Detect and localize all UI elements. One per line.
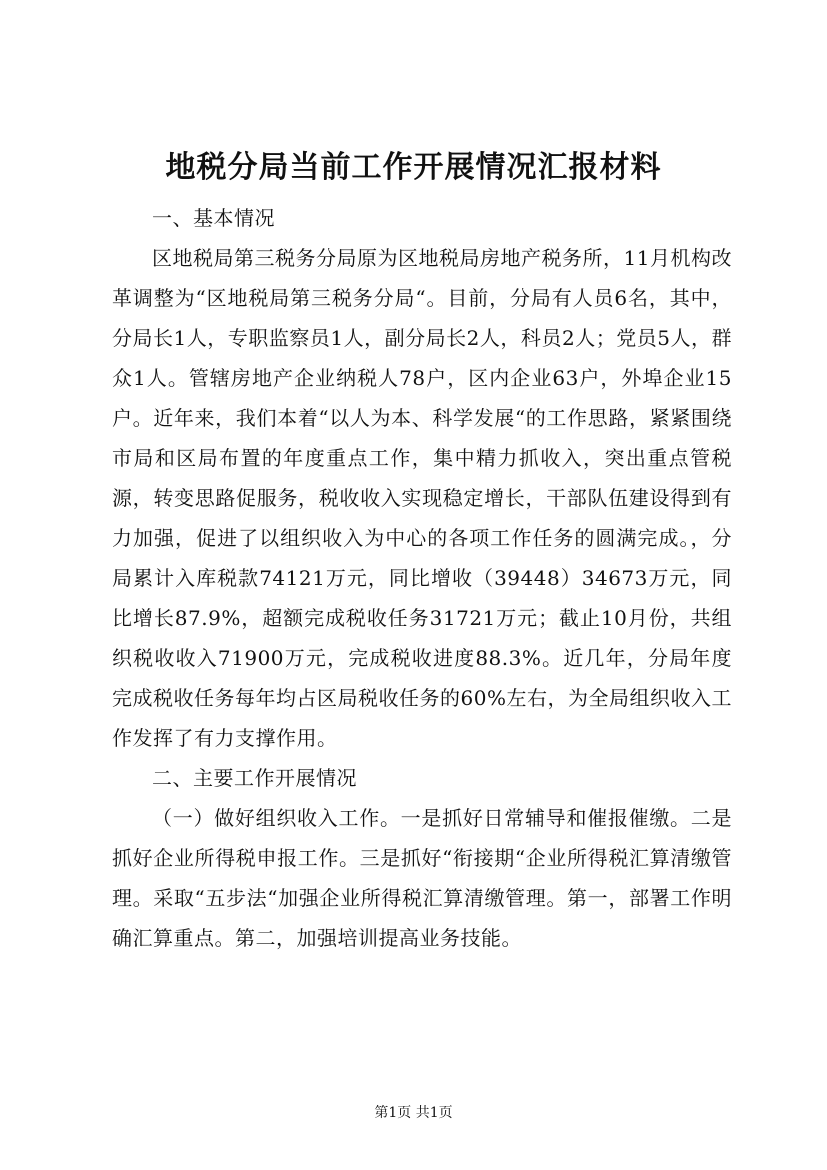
body-paragraph: （一）做好组织收入工作。一是抓好日常辅导和催报催缴。二是抓好企业所得税申报工作。三是抓好“衔接期“企业所得税汇算清缴管理。采取“五步法“加强企业所得税汇算清缴管理。第一，部署工作明确汇算重点。第二，加强培训提高业务技能。 [112, 806, 732, 950]
document-title: 地税分局当前工作开展情况汇报材料 [165, 150, 662, 185]
section-heading: 二、主要工作开展情况 [152, 766, 357, 790]
section-heading: 一、基本情况 [152, 206, 275, 230]
body-paragraph: 区地税局第三税务分局原为区地税局房地产税务所，11月机构改革调整为“区地税局第三税务分局“。目前，分局有人员6名，其中，分局长1人，专职监察员1人，副分局长2人，科员2人；党员5人，群众1人。管辖房地产企业纳税人78户，区内企业63户，外埠企业15户。近年来，我们本着“以人为本、科学发展“的工作思路，紧紧围绕市局和区局布置的年度重点工作，集中精力抓收入，突出重点管税源，转变思路促服务，税收收入实现稳定增长，干部队伍建设得到有力加强，促进了以组织收入为中心的各项工作任务的圆满完成。，分局累计入库税款74121万元，同比增收（39448）34673万元，同比增长87.9%，超额完成税收任务31721万元；截止10月份，共组织税收收入71900万元，完成税收进度88.3%。近几年，分局年度完成税收任务每年均占区局税收任务的60%左右，为全局组织收入工作发挥了有力支撑作用。 [112, 246, 732, 750]
page-footer: 第1页 共1页 [374, 1105, 453, 1121]
document-body [112, 198, 732, 958]
